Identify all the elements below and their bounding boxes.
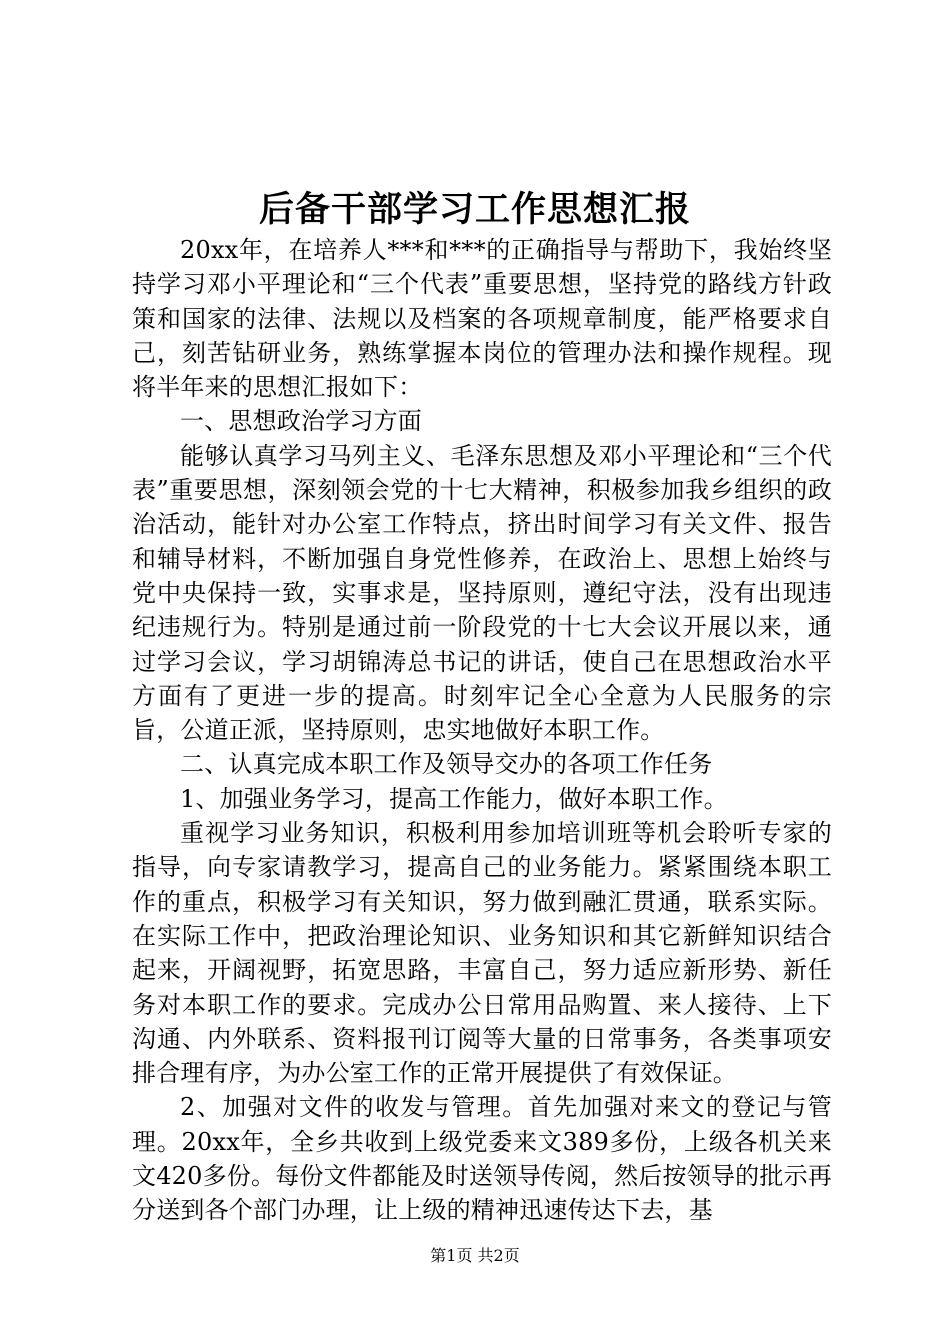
document-title: 后备干部学习工作思想汇报	[258, 189, 691, 230]
paragraph-document-management: 2、加强对文件的收发与管理。首先加强对来文的登记与管理。20xx年，全乡共收到上级党委来文389多份，上级各机关来文420多份。每份文件都能及时送领导传阅，然后按领导的批示再分送到各个部门办理，让上级的精神迅速传达下去，基	[132, 1093, 832, 1225]
paragraph-intro: 20xx年，在培养人***和***的正确指导与帮助下，我始终坚持学习邓小平理论和“三个代表”重要思想，坚持党的路线方针政策和国家的法律、法规以及档案的各项规章制度，能严格要求自己，刻苦钻研业务，熟练掌握本岗位的管理办法和操作规程。现将半年来的思想汇报如下：	[132, 236, 832, 402]
paragraph-business-study: 重视学习业务知识，积极利用参加培训班等机会聆听专家的指导，向专家请教学习，提高自己的业务能力。紧紧围绕本职工作的重点，积极学习有关知识，努力做到融汇贯通，联系实际。在实际工作中，把政治理论知识、业务知识和其它新鲜知识结合起来，开阔视野，拓宽思路，丰富自己，努力适应新形势、新任务对本职工作的要求。完成办公日常用品购置、来人接待、上下沟通、内外联系、资料报刊订阅等大量的日常事务，各类事项安排合理有序，为办公室工作的正常开展提供了有效保证。	[132, 819, 832, 1088]
section-heading-2: 二、认真完成本职工作及领导交办的各项工作任务	[180, 750, 713, 779]
paragraph-political-study: 能够认真学习马列主义、毛泽东思想及邓小平理论和“三个代表”重要思想，深刻领会党的十七大精神，积极参加我乡组织的政治活动，能针对办公室工作特点，挤出时间学习有关文件、报告和辅导材料，不断加强自身党性修养，在政治上、思想上始终与党中央保持一致，实事求是，坚持原则，遵纪守法，没有出现违纪违规行为。特别是通过前一阶段党的十七大会议开展以来，通过学习会议，学习胡锦涛总书记的讲话，使自己在思想政治水平方面有了更进一步的提高。时刻牢记全心全意为人民服务的宗旨，公道正派，坚持原则，忠实地做好本职工作。	[132, 441, 832, 745]
page-number-footer: 第1页 共2页	[430, 1246, 520, 1265]
section-heading-1: 一、思想政治学习方面	[180, 407, 422, 436]
subsection-heading-1: 1、加强业务学习，提高工作能力，做好本职工作。	[180, 784, 728, 813]
document-body	[132, 233, 832, 1228]
